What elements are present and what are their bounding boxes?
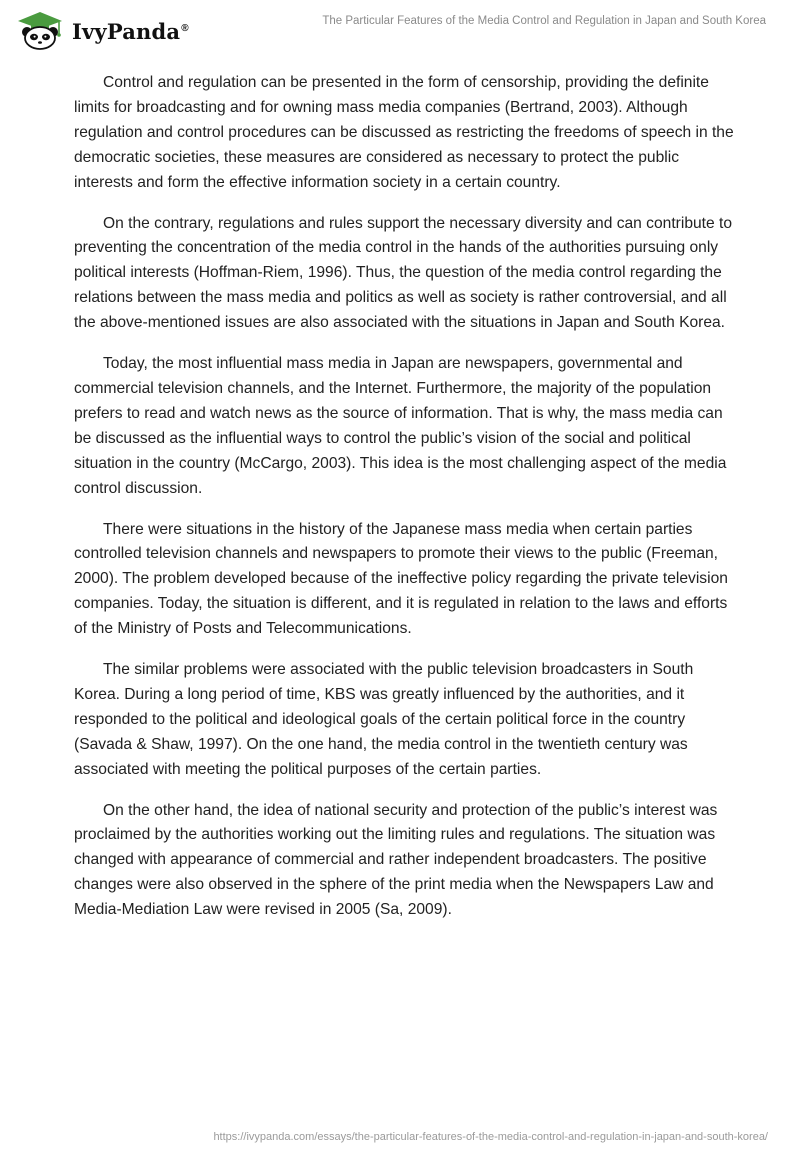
ivypanda-logo[interactable] [16, 10, 189, 50]
paragraph: On the contrary, regulations and rules support the necessary diversity and can contribute to preventing the concentration of the media control in the hands of the authorities pursuing only political interests (Hoffman-Riem, 1996). Thus, the question of the media control regarding the relations between the mass media and politics as well as society is rather controversial, and all the above-mentioned issues are also associated with the situations in Japan and South Korea. [74, 214, 733, 332]
essay-body [74, 71, 734, 939]
paragraph: Control and regulation can be presented in the form of censorship, providing the definite limits for broadcasting and for owning mass media companies (Bertrand, 2003). Although regulation and control procedures can be discussed as restricting the freedoms of speech in the democratic societies, these measures are considered as necessary to protect the public interests and form the effective information society in a certain country. [74, 74, 734, 191]
page-header [0, 0, 800, 60]
brand-name [72, 19, 189, 44]
brand-label: IvyPanda [72, 18, 181, 44]
paragraph: The similar problems were associated with the public television broadcasters in South Korea. During a long period of time, KBS was greatly influenced by the authorities, and it responded to the political and ideological goals of the certain political force in the country (Savada & Shaw, 1997). On the one hand, the media control in the twentieth century was associated with meeting the political purposes of the certain parties. [74, 661, 694, 778]
panda-graduation-cap-icon [16, 10, 64, 50]
paragraph: On the other hand, the idea of national security and protection of the public’s interest was proclaimed by the authorities working out the limiting rules and regulations. The situation was changed with appearance of commercial and rather independent broadcasters. The positive changes were also observed in the sphere of the print media when the Newspapers Law and Media-Mediation Law were revised in 2005 (Sa, 2009). [74, 801, 718, 919]
registered-mark: ® [181, 22, 189, 34]
paragraph: There were situations in the history of the Japanese mass media when certain parties controlled television channels and newspapers to promote their views to the public (Freeman, 2000). The problem developed because of the ineffective policy regarding the private television companies. Today, the situation is different, and it is regulated in relation to the laws and efforts of the Ministry of Posts and Telecommunications. [74, 520, 728, 638]
paragraph: Today, the most influential mass media in Japan are newspapers, governmental and commercial television channels, and the Internet. Furthermore, the majority of the population prefers to read and watch news as the source of information. That is why, the mass media can be discussed as the influential ways to control the public’s vision of the social and political situation in the country (McCargo, 2003). This idea is the most challenging aspect of the media control discussion. [74, 355, 727, 497]
source-url-link[interactable]: https://ivypanda.com/essays/the-particular-features-of-the-media-control-and-regulation-in-japan-and-south-korea/ [213, 1131, 768, 1143]
document-title: The Particular Features of the Media Control and Regulation in Japan and South Korea [322, 15, 766, 27]
